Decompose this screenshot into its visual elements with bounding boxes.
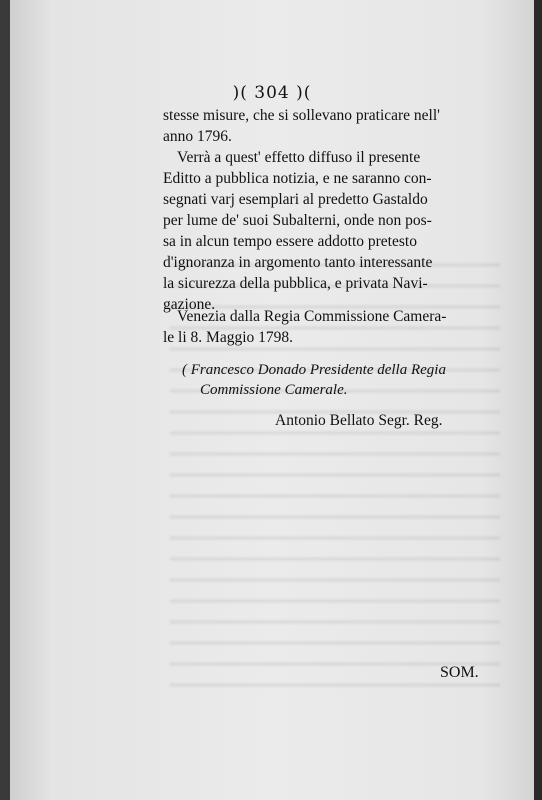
secretary-signature: Antonio Bellato Segr. Reg. (275, 412, 443, 429)
dateline-line: Venezia dalla Regia Commissione Camera- (177, 308, 447, 325)
text-line: Editto a pubblica notizia, e ne saranno con- (163, 170, 432, 187)
text-line: gazione. (163, 296, 216, 313)
dateline-line: le li 8. Maggio 1798. (163, 329, 294, 346)
text-line: sa in alcun tempo essere addotto pretesto (163, 233, 417, 250)
book-edge (534, 0, 542, 800)
signature-line: ( Francesco Donado Presidente della Regia (182, 362, 446, 378)
text-line: per lume de' suoi Subalterni, onde non pos- (163, 212, 432, 229)
text-line: la sicurezza della pubblica, e privata Navi- (163, 275, 428, 292)
text-line: anno 1796. (163, 128, 232, 145)
page-number-header: )( 304 )( (232, 83, 312, 103)
text-line: Verrà a quest' effetto diffuso il presente (177, 149, 421, 166)
catchword: SOM. (440, 664, 479, 681)
text-line: stesse misure, che si sollevano praticare nell' (163, 107, 440, 124)
text-line: d'ignoranza in argomento tanto interessante (163, 254, 433, 271)
text-line: segnati varj esemplari al predetto Gastaldo (163, 191, 428, 208)
book-page (10, 0, 534, 800)
signature-line: Commissione Camerale. (200, 382, 348, 398)
